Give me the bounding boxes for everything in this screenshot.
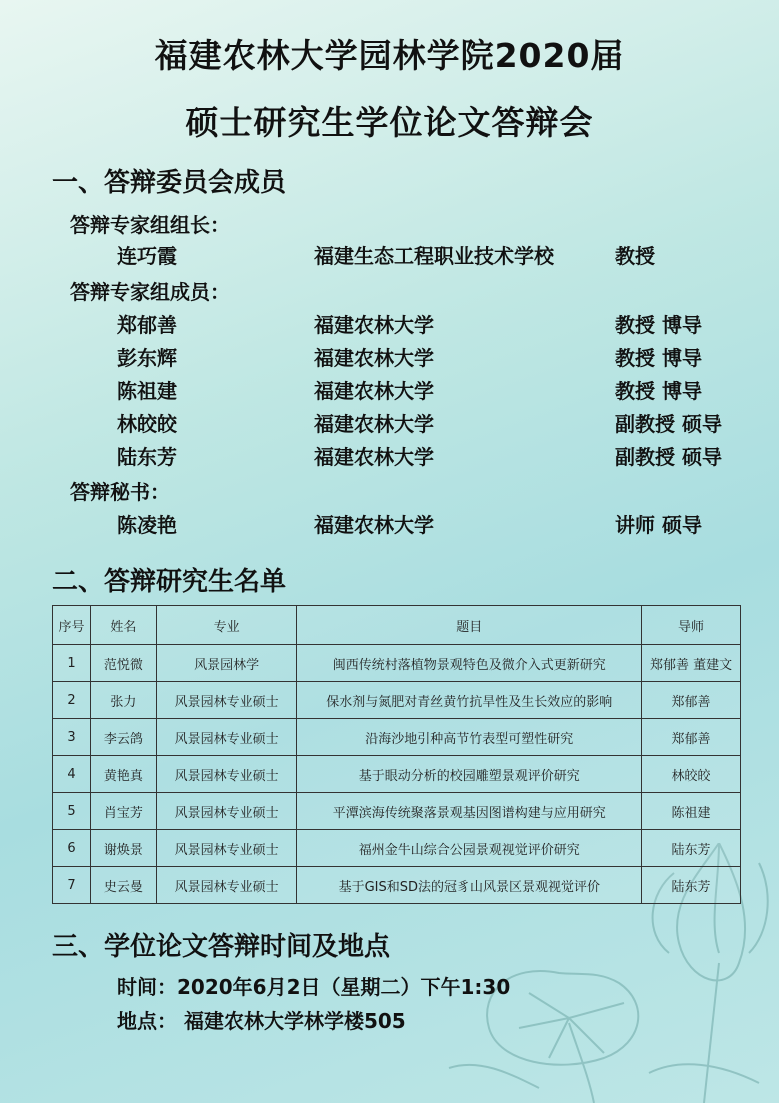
- member-title: 教授 博导: [615, 346, 702, 370]
- cell-no: 5: [53, 793, 91, 830]
- secretary-label: 答辩秘书：: [70, 480, 170, 504]
- member-title: 教授: [615, 244, 655, 268]
- cell-name: 谢焕景: [90, 830, 156, 867]
- cell-no: 2: [53, 682, 91, 719]
- cell-no: 7: [53, 867, 91, 904]
- cell-name: 李云鸽: [90, 719, 156, 756]
- table-row: [53, 645, 741, 682]
- section3-heading: 三、学位论文答辩时间及地点: [52, 932, 391, 962]
- cell-no: 1: [53, 645, 91, 682]
- member-org: 福建农林大学: [314, 445, 434, 469]
- member-org: 福建农林大学: [314, 346, 434, 370]
- page-title-line1: 福建农林大学园林学院2020届: [154, 36, 625, 75]
- cell-name: 肖宝芳: [90, 793, 156, 830]
- cell-no: 4: [53, 756, 91, 793]
- member-org: 福建农林大学: [314, 513, 434, 537]
- column-header: 专业: [156, 606, 297, 645]
- member-title: 教授 博导: [615, 313, 702, 337]
- member-title: 讲师 硕导: [615, 513, 702, 537]
- members-label: 答辩专家组成员：: [70, 280, 230, 304]
- student-table: [52, 605, 741, 904]
- column-header: 题目: [297, 606, 642, 645]
- column-header: 序号: [53, 606, 91, 645]
- cell-topic: 基于眼动分析的校园雕塑景观评价研究: [297, 756, 642, 793]
- cell-advisor: 郑郁善: [642, 719, 741, 756]
- cell-topic: 平潭滨海传统聚落景观基因图谱构建与应用研究: [297, 793, 642, 830]
- column-header: 姓名: [90, 606, 156, 645]
- defense-time: 时间：2020年6月2日（星期二）下午1:30: [117, 975, 511, 999]
- committee-row: [0, 309, 779, 339]
- committee-row: [0, 441, 779, 471]
- cell-major: 风景园林专业硕士: [156, 756, 297, 793]
- cell-name: 黄艳真: [90, 756, 156, 793]
- table-row: [53, 682, 741, 719]
- cell-advisor: 陈祖建: [642, 793, 741, 830]
- cell-major: 风景园林专业硕士: [156, 719, 297, 756]
- cell-name: 张力: [90, 682, 156, 719]
- cell-topic: 沿海沙地引种高节竹表型可塑性研究: [297, 719, 642, 756]
- table-row: [53, 756, 741, 793]
- cell-topic: 福州金牛山综合公园景观视觉评价研究: [297, 830, 642, 867]
- table-header-row: [53, 606, 741, 645]
- cell-name: 范悦微: [90, 645, 156, 682]
- cell-advisor: 林皎皎: [642, 756, 741, 793]
- column-header: 导师: [642, 606, 741, 645]
- member-name: 郑郁善: [117, 313, 177, 337]
- cell-name: 史云曼: [90, 867, 156, 904]
- cell-major: 风景园林学: [156, 645, 297, 682]
- committee-row: [0, 240, 779, 270]
- member-name: 连巧霞: [117, 244, 177, 268]
- chair-label: 答辩专家组组长：: [70, 213, 230, 237]
- member-org: 福建生态工程职业技术学校: [314, 244, 554, 268]
- table-row: [53, 867, 741, 904]
- cell-advisor: 郑郁善 董建文: [642, 645, 741, 682]
- cell-major: 风景园林专业硕士: [156, 793, 297, 830]
- member-name: 林皎皎: [117, 412, 177, 436]
- defense-place: 地点： 福建农林大学林学楼505: [117, 1009, 406, 1033]
- member-name: 彭东辉: [117, 346, 177, 370]
- committee-row: [0, 408, 779, 438]
- table-row: [53, 793, 741, 830]
- member-title: 副教授 硕导: [615, 445, 722, 469]
- member-name: 陈祖建: [117, 379, 177, 403]
- member-name: 陆东芳: [117, 445, 177, 469]
- page-title-line2: 硕士研究生学位论文答辩会: [185, 103, 594, 142]
- table-row: [53, 830, 741, 867]
- committee-row: [0, 342, 779, 372]
- cell-advisor: 陆东芳: [642, 867, 741, 904]
- cell-topic: 闽西传统村落植物景观特色及微介入式更新研究: [297, 645, 642, 682]
- cell-no: 6: [53, 830, 91, 867]
- cell-topic: 基于GIS和SD法的冠豸山风景区景观视觉评价: [297, 867, 642, 904]
- cell-major: 风景园林专业硕士: [156, 867, 297, 904]
- committee-row: [0, 375, 779, 405]
- cell-advisor: 陆东芳: [642, 830, 741, 867]
- member-org: 福建农林大学: [314, 379, 434, 403]
- member-title: 教授 博导: [615, 379, 702, 403]
- section1-heading: 一、答辩委员会成员: [52, 168, 287, 198]
- cell-topic: 保水剂与氮肥对青丝黄竹抗旱性及生长效应的影响: [297, 682, 642, 719]
- member-title: 副教授 硕导: [615, 412, 722, 436]
- member-name: 陈凌艳: [117, 513, 177, 537]
- committee-row: [0, 509, 779, 539]
- cell-no: 3: [53, 719, 91, 756]
- member-org: 福建农林大学: [314, 412, 434, 436]
- cell-major: 风景园林专业硕士: [156, 682, 297, 719]
- section2-heading: 二、答辩研究生名单: [52, 567, 287, 597]
- cell-major: 风景园林专业硕士: [156, 830, 297, 867]
- member-org: 福建农林大学: [314, 313, 434, 337]
- table-row: [53, 719, 741, 756]
- cell-advisor: 郑郁善: [642, 682, 741, 719]
